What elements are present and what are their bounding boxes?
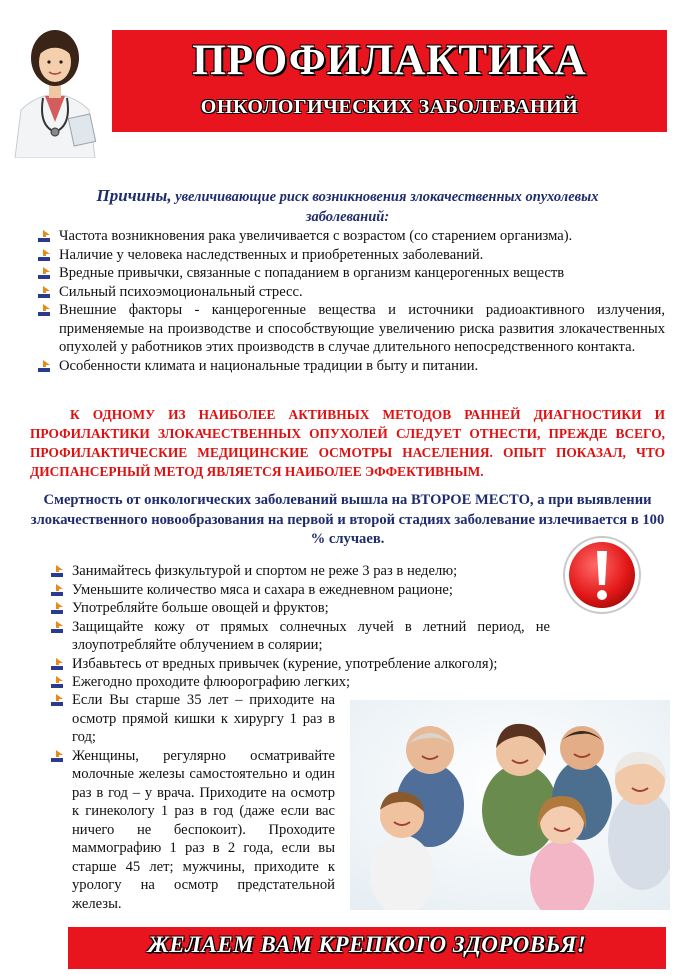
family-photo xyxy=(350,700,670,910)
arrow-bullet-icon xyxy=(50,601,64,615)
list-item: Особенности климата и национальные традиции в быту и питании. xyxy=(37,357,665,376)
list-item: Ежегодно проходите флюорографию легких; xyxy=(50,673,550,692)
mortality-paragraph: Смертность от онкологических заболеваний вышла на ВТОРОЕ МЕСТО, а при выявлении злокачественного новообразования на первой и второй стадиях заболевание излечивается в 100 % случаев. xyxy=(30,492,665,547)
causes-heading-rest: увеличивающие риск возникновения злокачественных опухолевых xyxy=(171,189,599,205)
page-subtitle: ОНКОЛОГИЧЕСКИХ ЗАБОЛЕВАНИЙ xyxy=(200,96,579,118)
page-title: ПРОФИЛАКТИКА xyxy=(192,37,587,84)
causes-heading xyxy=(20,186,675,227)
arrow-bullet-icon xyxy=(37,229,51,243)
footer-banner xyxy=(68,927,666,969)
list-item: Сильный психоэмоциональный стресс. xyxy=(37,283,665,302)
arrow-bullet-icon xyxy=(50,657,64,671)
list-item: Внешние факторы - канцерогенные вещества и источники радиоактивного излучения, применяемые на производстве и способствующие увеличению риска развития злокачественных опухолей у работников этих производств в случае длительного непосредственного контакта. xyxy=(37,301,665,357)
header-banner xyxy=(112,30,667,132)
arrow-bullet-icon xyxy=(50,675,64,689)
footer-slogan: ЖЕЛАЕМ ВАМ КРЕПКОГО ЗДОРОВЬЯ! xyxy=(147,932,587,957)
list-item: Уменьшите количество мяса и сахара в ежедневном рационе; xyxy=(50,581,550,600)
list-item: Если Вы старше 35 лет – приходите на осмотр прямой кишки к хирургу 1 раз в год; xyxy=(50,691,335,747)
list-item: Занимайтесь физкультурой и спортом не реже 3 раз в неделю; xyxy=(50,562,550,581)
arrow-bullet-icon xyxy=(37,266,51,280)
arrow-bullet-icon xyxy=(50,564,64,578)
arrow-bullet-icon xyxy=(37,359,51,373)
arrow-bullet-icon xyxy=(50,693,64,707)
arrow-bullet-icon xyxy=(37,248,51,262)
diagnostics-paragraph: К ОДНОМУ ИЗ НАИБОЛЕЕ АКТИВНЫХ МЕТОДОВ РАННЕЙ ДИАГНОСТИКИ И ПРОФИЛАКТИКИ ЗЛОКАЧЕСТВЕННЫХ ОПУХОЛЕЙ СЛЕДУЕТ ОТНЕСТИ, ПРЕЖДЕ ВСЕГО, ПРОФИЛАКТИЧЕСКИЕ МЕДИЦИНСКИЕ ОСМОТРЫ НАСЕЛЕНИЯ. ОПЫТ ПОКАЗАЛ, ЧТО ДИСПАНСЕРНЫЙ МЕТОД ЯВЛЯЕТСЯ НАИБОЛЕЕ ЭФФЕКТИВНЫМ. xyxy=(30,407,665,479)
list-item: Частота возникновения рака увеличивается с возрастом (со старением организма). xyxy=(37,227,665,246)
list-item: Избавьтесь от вредных привычек (курение, употребление алкоголя); xyxy=(50,655,550,674)
list-item: Наличие у человека наследственных и приобретенных заболеваний. xyxy=(37,246,665,265)
list-item: Употребляйте больше овощей и фруктов; xyxy=(50,599,550,618)
doctor-illustration xyxy=(5,18,105,158)
arrow-bullet-icon xyxy=(50,583,64,597)
causes-heading-line2: заболеваний: xyxy=(305,209,390,225)
arrow-bullet-icon xyxy=(37,285,51,299)
arrow-bullet-icon xyxy=(50,620,64,634)
arrow-bullet-icon xyxy=(50,749,64,763)
advice-list xyxy=(50,562,550,692)
advice-list-narrow xyxy=(50,691,335,913)
list-item: Женщины, регулярно осматривайте молочные железы самостоятельно и один раз в год – у врача. Приходите на осмотр к гинекологу 1 раз в год (даже если вас ничего не беспокоит). Проходите маммографию 1 раз в 2 года, если вы старше 45 лет; мужчины, приходите к урологу на осмотр предстательной железы. xyxy=(50,747,335,914)
list-item: Защищайте кожу от прямых солнечных лучей в летний период, не злоупотребляйте облучением в солярии; xyxy=(50,618,550,655)
exclamation-alert-icon xyxy=(562,535,642,615)
list-item: Вредные привычки, связанные с попаданием в организм канцерогенных веществ xyxy=(37,264,665,283)
causes-list xyxy=(37,227,665,375)
arrow-bullet-icon xyxy=(37,303,51,317)
causes-heading-first-word: Причины, xyxy=(96,186,172,205)
